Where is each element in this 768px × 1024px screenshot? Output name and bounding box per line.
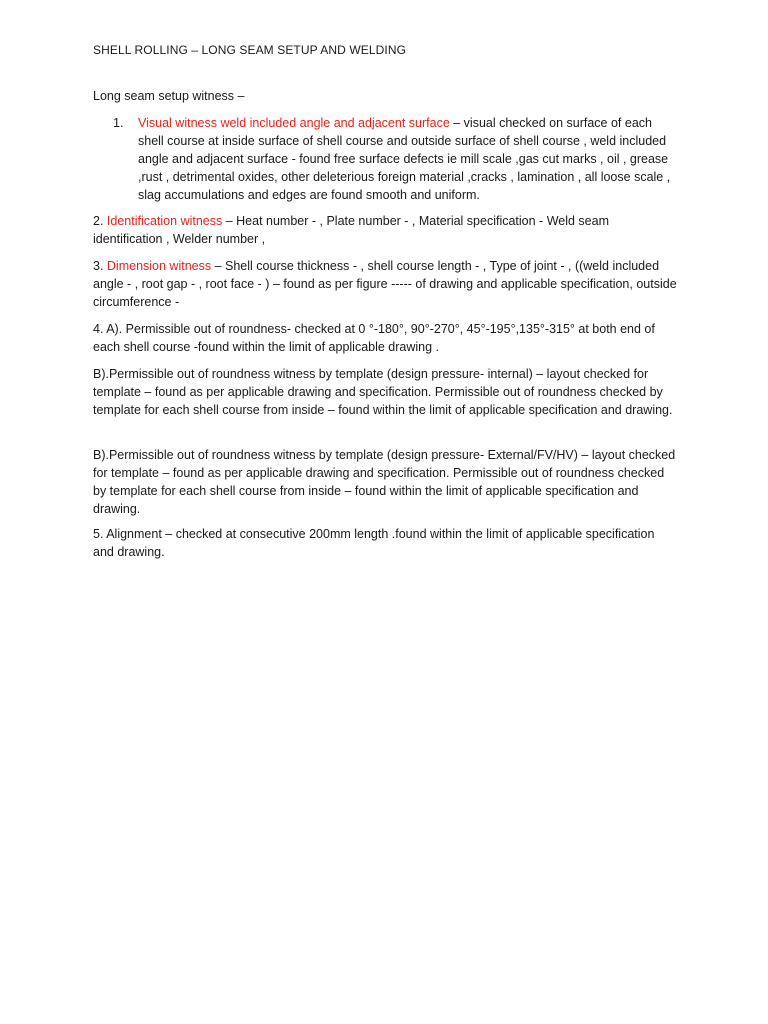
- list-number-1: 1.: [113, 116, 124, 130]
- document-title: SHELL ROLLING – LONG SEAM SETUP AND WELDING: [93, 43, 407, 57]
- paragraph-roundness-external: B).Permissible out of roundness witness by template (design pressure- External/FV/HV) – layout checked for template – found as per applicable drawing and specification. Permissible out of roundness checked by template for each shell course from inside – found within the limit of applicable specification and drawing.: [93, 448, 676, 516]
- visual-witness-label: Visual witness weld included angle and adjacent surface: [138, 116, 450, 130]
- identification-witness-label: Identification witness: [106, 214, 223, 228]
- paragraph-visual-witness: [138, 114, 678, 204]
- dimension-witness-text: – Shell course thickness - , shell course length - , Type of joint - , ((weld included angle - , root gap - , root face - ) – found as per figure ----- of drawing and applicable specification, outside circumference -: [93, 259, 677, 309]
- paragraph-dimension-witness: [93, 257, 678, 311]
- section-heading: Long seam setup witness –: [93, 89, 245, 103]
- identification-number: 2.: [93, 214, 107, 228]
- paragraph-roundness-internal: B).Permissible out of roundness witness by template (design pressure- internal) – layout checked for template – found as per applicable drawing and specification. Permissible out of roundness checked by template for each shell course from inside – found within the limit of applicable specification and drawing.: [93, 367, 673, 417]
- dimension-witness-label: Dimension witness: [106, 259, 212, 273]
- paragraph-identification-witness: [93, 212, 678, 248]
- paragraph-roundness-a: 4. A). Permissible out of roundness- checked at 0 °-180°, 90°-270°, 45°-195°,135°-315° at both end of each shell course -found within the limit of applicable drawing .: [93, 322, 655, 354]
- paragraph-alignment: 5. Alignment – checked at consecutive 200mm length .found within the limit of applicable specification and drawing.: [93, 527, 655, 559]
- identification-witness-text: – Heat number - , Plate number - , Material specification - Weld seam identification , Welder number ,: [93, 214, 609, 246]
- visual-witness-text: – visual checked on surface of each shell course at inside surface of shell course and outside surface of shell course , weld included angle and adjacent surface - found free surface defects ie mill scale ,gas cut marks , oil , grease ,rust , detrimental oxides, other deleterious foreign material ,cracks , lamination , all loose scale , slag accumulations and edges are found smooth and uniform.: [138, 116, 671, 202]
- dimension-number: 3.: [93, 259, 107, 273]
